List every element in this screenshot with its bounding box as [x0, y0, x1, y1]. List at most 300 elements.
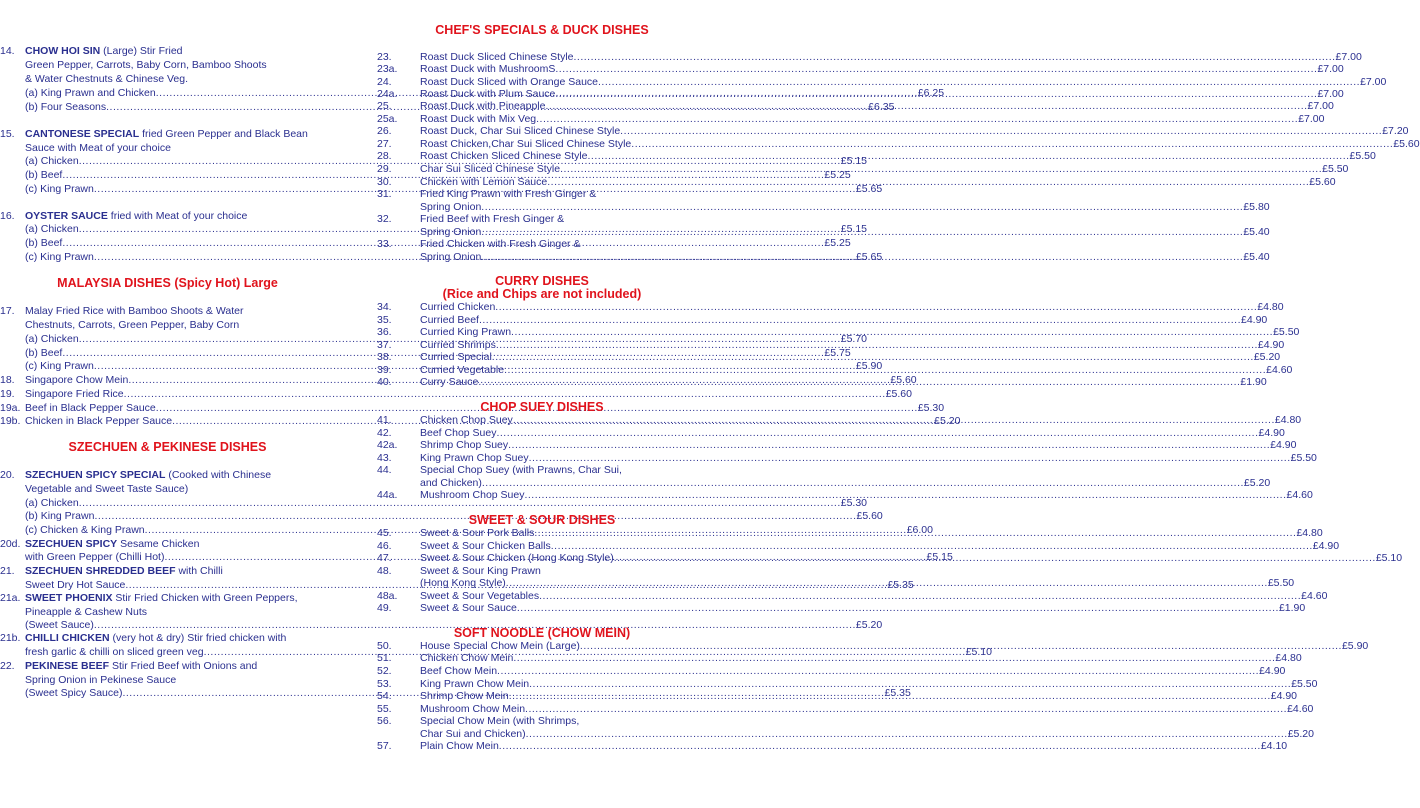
- menu-item-line: [0, 388, 912, 401]
- item-price: £5.30: [840, 497, 868, 509]
- item-description: [420, 63, 555, 76]
- item-text: (a) King Prawn and Chicken: [25, 87, 156, 99]
- item-number: 33.: [377, 238, 392, 250]
- dot-leader: [614, 552, 1376, 565]
- item-text: Spring Onion: [420, 251, 482, 263]
- item-text: Roast Duck with Plum Sauce: [420, 88, 556, 100]
- item-description: [420, 489, 524, 502]
- item-number: [0, 674, 25, 687]
- item-price: £5.65: [855, 251, 883, 263]
- item-title: CHILLI CHICKEN: [25, 632, 110, 644]
- item-number: [0, 59, 25, 72]
- item-text: Sweet & Sour King Prawn: [420, 565, 541, 577]
- item-text: Special Chop Suey (with Prawns, Char Sui,: [420, 464, 622, 476]
- item-description: [420, 326, 511, 339]
- item-description: [420, 163, 560, 176]
- dot-leader: [513, 414, 1275, 427]
- item-number: 20.: [0, 469, 15, 481]
- item-price: £5.35: [887, 579, 914, 591]
- item-number: 24.: [377, 76, 392, 88]
- item-price: £5.15: [840, 155, 868, 167]
- item-text: House Special Chow Mein (Large): [420, 640, 580, 652]
- item-price: £4.90: [1241, 314, 1268, 326]
- item-description: [25, 674, 176, 687]
- item-price: £4.80: [1275, 652, 1302, 664]
- item-number: 14.: [0, 45, 15, 57]
- item-description: [420, 414, 513, 427]
- item-price: £5.50: [1290, 452, 1317, 464]
- item-text: (b) Beef: [25, 237, 63, 249]
- item-number: 27.: [377, 138, 392, 150]
- item-price: £7.00: [1360, 76, 1387, 88]
- item-number: 23.: [377, 51, 392, 63]
- item-text: Mushroom Chow Mein: [420, 703, 526, 715]
- item-number: [0, 237, 25, 250]
- item-price: £1.90: [1278, 602, 1306, 614]
- item-number: 17.: [0, 305, 15, 317]
- item-text: (c) King Prawn: [25, 251, 94, 263]
- item-description: [25, 305, 243, 318]
- menu-item-line: [0, 128, 335, 141]
- item-text: Char Sui Sliced Chinese Style: [420, 163, 561, 175]
- item-number: 42.: [377, 427, 392, 439]
- item-price: £5.50: [1273, 326, 1300, 338]
- item-text: Mushroom Chop Suey: [420, 489, 525, 501]
- item-description: [25, 619, 94, 632]
- item-text: Chestnuts, Carrots, Green Pepper, Baby Corn: [25, 319, 240, 331]
- item-number: [0, 497, 25, 510]
- item-text: Spring Onion: [420, 226, 482, 238]
- item-description: [25, 347, 62, 360]
- item-text: and Chicken): [420, 477, 482, 489]
- item-description: [420, 577, 506, 590]
- item-description: [420, 251, 481, 264]
- item-number: 18.: [0, 374, 15, 386]
- item-description: [25, 87, 156, 100]
- item-number: [0, 73, 25, 86]
- dot-leader: [499, 740, 1261, 753]
- item-description: [420, 690, 509, 703]
- item-description: [25, 45, 183, 58]
- item-text: (a) Chicken: [25, 333, 79, 345]
- item-text: fried with Meat of your choice: [107, 210, 248, 222]
- item-text: Shrimp Chop Suey: [420, 439, 509, 451]
- item-description: [25, 551, 164, 564]
- item-price: £4.90: [1257, 339, 1285, 351]
- dot-leader: [509, 690, 1271, 703]
- item-number: 54.: [377, 690, 392, 702]
- item-number: 40.: [377, 376, 392, 388]
- item-number: 47.: [377, 552, 392, 564]
- item-title: SWEET PHOENIX: [25, 592, 113, 604]
- item-description: [25, 374, 128, 387]
- item-price: £4.80: [1257, 301, 1284, 313]
- menu-item-line: [377, 188, 707, 201]
- item-title: PEKINESE BEEF: [25, 660, 110, 672]
- item-text: Green Pepper, Carrots, Baby Corn, Bamboo Shoots: [25, 59, 267, 71]
- item-text: (c) King Prawn: [25, 183, 94, 195]
- dot-leader: [506, 577, 1268, 590]
- menu-item-line: [377, 464, 707, 477]
- item-number: 48a.: [377, 590, 398, 602]
- section-heading: CURRY DISHES: [495, 274, 589, 288]
- item-description: [25, 169, 62, 182]
- item-number: [0, 510, 25, 523]
- dot-leader: [588, 150, 1350, 163]
- item-description: [25, 510, 94, 523]
- item-number: 56.: [377, 715, 392, 727]
- item-text: Stir Fried Chicken with Green Peppers,: [112, 592, 298, 604]
- item-description: [420, 351, 492, 364]
- item-text: (Sweet Sauce): [25, 619, 94, 631]
- item-number: 28.: [377, 150, 392, 162]
- item-price: £5.60: [1309, 176, 1336, 188]
- item-price: £5.40: [1243, 226, 1270, 238]
- dot-leader: [481, 251, 1243, 264]
- item-text: Chicken with Lemon Sauce: [420, 176, 548, 188]
- item-text: Spring Onion: [420, 201, 482, 213]
- item-text: Chicken Chop Suey: [420, 414, 513, 426]
- section-heading: MALAYSIA DISHES (Spicy Hot) Large: [57, 276, 278, 290]
- item-text: Roast Duck with Pineapple: [420, 100, 546, 112]
- item-text: Beef Chow Mein: [420, 665, 498, 677]
- item-description: [420, 100, 545, 113]
- item-number: 20d.: [0, 538, 21, 550]
- item-number: [0, 606, 25, 619]
- item-description: [25, 183, 94, 196]
- menu-item-line: [377, 715, 707, 728]
- item-price: £5.60: [885, 388, 912, 400]
- item-text: Pineapple & Cashew Nuts: [25, 606, 147, 618]
- item-number: 19a.: [0, 402, 21, 414]
- item-number: 38.: [377, 351, 392, 363]
- item-text: Curried Shrimps: [420, 339, 496, 351]
- item-text: Sweet Dry Hot Sauce: [25, 579, 126, 591]
- menu-item-line: [0, 660, 335, 673]
- item-price: £5.90: [855, 360, 883, 372]
- item-text: (Large) Stir Fried: [100, 45, 183, 57]
- menu-item-line: [0, 606, 335, 619]
- item-title: SZECHUEN SHREDDED BEEF: [25, 565, 176, 577]
- menu-item-line: [0, 497, 868, 510]
- item-price: £4.90: [1270, 690, 1298, 702]
- item-description: [25, 210, 247, 223]
- item-price: £4.80: [1296, 527, 1323, 539]
- item-description: [25, 415, 172, 428]
- item-number: 24a.: [377, 88, 398, 100]
- item-price: £5.90: [1341, 640, 1369, 652]
- item-price: £7.00: [1317, 88, 1344, 100]
- menu-item-line: [377, 602, 1306, 615]
- item-price: £5.15: [926, 551, 953, 563]
- item-price: £4.60: [1266, 364, 1293, 376]
- item-description: [25, 483, 188, 496]
- item-title: SZECHUEN SPICY: [25, 538, 118, 550]
- item-number: [0, 347, 25, 360]
- item-description: [25, 632, 286, 645]
- menu-item-line: [0, 619, 883, 632]
- item-description: [25, 646, 204, 659]
- dot-leader: [492, 351, 1254, 364]
- dot-leader: [497, 665, 1259, 678]
- item-text: Sweet & Sour Vegetables: [420, 590, 540, 602]
- item-description: [420, 150, 588, 163]
- item-text: Roast Duck with MushroomS: [420, 63, 556, 75]
- item-description: [25, 73, 188, 86]
- menu-item-line: [0, 59, 335, 72]
- item-description: [420, 552, 614, 565]
- item-price: £5.75: [824, 347, 851, 359]
- item-text: Plain Chow Mein: [420, 740, 499, 752]
- menu-item-line: [377, 301, 1284, 314]
- item-price: £5.25: [824, 237, 851, 249]
- item-description: [420, 652, 513, 665]
- menu-item-line: [377, 439, 1297, 452]
- section-heading: (Rice and Chips are not included): [442, 287, 642, 301]
- item-price: £4.10: [1260, 740, 1288, 752]
- item-price: £7.00: [1307, 100, 1334, 112]
- dot-leader: [511, 326, 1273, 339]
- item-number: 57.: [377, 740, 392, 752]
- item-number: 32.: [377, 213, 392, 225]
- item-price: £5.20: [1253, 351, 1281, 363]
- item-price: £5.20: [855, 619, 883, 631]
- item-description: [25, 592, 298, 605]
- item-description: [420, 376, 478, 389]
- item-description: [420, 602, 517, 615]
- item-price: £5.80: [1243, 201, 1270, 213]
- item-number: 55.: [377, 703, 392, 715]
- item-number: 21.: [0, 565, 15, 577]
- item-price: £5.60: [856, 510, 883, 522]
- item-number: 36.: [377, 326, 392, 338]
- item-price: £4.60: [1287, 703, 1314, 715]
- item-title: OYSTER SAUCE: [25, 210, 108, 222]
- item-number: 44a.: [377, 489, 398, 501]
- dot-leader: [517, 602, 1279, 615]
- item-price: £5.20: [1243, 477, 1271, 489]
- item-number: [0, 87, 25, 100]
- item-number: 49.: [377, 602, 392, 614]
- item-number: 22.: [0, 660, 15, 672]
- item-price: £6.25: [917, 87, 945, 99]
- dot-leader: [495, 301, 1257, 314]
- item-price: £4.60: [1301, 590, 1328, 602]
- item-number: 43.: [377, 452, 392, 464]
- item-text: King Prawn Chop Suey: [420, 452, 529, 464]
- item-text: Roast Chicken,Char Sui Sliced Chinese Style: [420, 138, 632, 150]
- item-text: King Prawn Chow Mein: [420, 678, 530, 690]
- item-price: £5.65: [855, 183, 883, 195]
- item-price: £5.10: [1375, 552, 1403, 564]
- item-description: [25, 660, 257, 673]
- item-description: [420, 439, 508, 452]
- section-heading: CHEF'S SPECIALS & DUCK DISHES: [435, 23, 649, 37]
- dot-leader: [524, 489, 1286, 502]
- item-number: 25.: [377, 100, 392, 112]
- item-number: 44.: [377, 464, 392, 476]
- item-number: 26.: [377, 125, 392, 137]
- item-price: £5.50: [1349, 150, 1376, 162]
- item-text: Beef in Black Pepper Sauce: [25, 402, 156, 414]
- item-number: [0, 169, 25, 182]
- item-text: Fried Beef with Fresh Ginger &: [420, 213, 565, 225]
- item-number: 23a.: [377, 63, 398, 75]
- item-number: 16.: [0, 210, 15, 222]
- item-description: [25, 565, 223, 578]
- item-text: Fried King Prawn with Fresh Ginger &: [420, 188, 597, 200]
- item-description: [25, 142, 171, 155]
- item-description: [25, 333, 79, 346]
- item-number: [0, 101, 25, 114]
- item-text: Beef Chop Suey: [420, 427, 497, 439]
- menu-item-line: [0, 632, 335, 645]
- item-number: 39.: [377, 364, 392, 376]
- item-price: £5.10: [965, 646, 992, 658]
- item-text: (b) Beef: [25, 169, 63, 181]
- item-text: Curried King Prawn: [420, 326, 512, 338]
- item-description: [25, 538, 199, 551]
- item-text: (b) King Prawn: [25, 510, 95, 522]
- section-heading: SOFT NOODLE (CHOW MEIN): [453, 626, 631, 640]
- item-number: 52.: [377, 665, 392, 677]
- item-description: [25, 237, 62, 250]
- item-description: [25, 223, 79, 236]
- item-text: Chicken in Black Pepper Sauce: [25, 415, 173, 427]
- item-number: 50.: [377, 640, 392, 652]
- item-price: £5.40: [1243, 251, 1270, 263]
- menu-item-line: [0, 142, 335, 155]
- item-text: Roast Duck, Char Sui Sliced Chinese Style: [420, 125, 621, 137]
- item-price: £5.15: [840, 223, 868, 235]
- item-text: Fried Chicken with Fresh Ginger &: [420, 238, 581, 250]
- item-number: 30.: [377, 176, 392, 188]
- item-price: £4.80: [1274, 414, 1302, 426]
- item-number: [0, 183, 25, 196]
- item-text: & Water Chestnuts & Chinese Veg.: [25, 73, 189, 85]
- item-number: [0, 551, 25, 564]
- item-number: [377, 251, 420, 264]
- item-description: [420, 665, 497, 678]
- item-text: (very hot & dry) Stir fried chicken with: [109, 632, 287, 644]
- item-description: [25, 101, 106, 114]
- menu-item-line: [0, 73, 335, 86]
- item-text: Vegetable and Sweet Taste Sauce): [25, 483, 189, 495]
- item-text: Sweet & Sour Chicken Balls: [420, 540, 551, 552]
- item-description: [420, 527, 534, 540]
- dot-leader: [555, 63, 1317, 76]
- item-text: fried Green Pepper and Black Bean: [139, 128, 308, 140]
- item-description: [420, 740, 499, 753]
- item-text: with Green Pepper (Chilli Hot): [25, 551, 165, 563]
- item-number: 21a.: [0, 592, 21, 604]
- item-price: £5.20: [1287, 728, 1314, 740]
- item-description: [25, 388, 124, 401]
- dot-leader: [560, 163, 1322, 176]
- dot-leader: [545, 100, 1307, 113]
- item-price: £7.00: [1317, 63, 1344, 75]
- item-number: [0, 579, 25, 592]
- item-price: £4.60: [1286, 489, 1313, 501]
- item-text: (a) Chicken: [25, 223, 79, 235]
- item-text: Malay Fried Rice with Bamboo Shoots & Water: [25, 305, 244, 317]
- item-number: 45.: [377, 527, 392, 539]
- item-title: CHOW HOI SIN: [25, 45, 101, 57]
- item-description: [25, 687, 122, 700]
- item-price: £1.90: [1240, 376, 1267, 388]
- item-price: £5.50: [1291, 678, 1318, 690]
- item-text: (b) Beef: [25, 347, 63, 359]
- menu-item-line: [0, 319, 335, 332]
- item-text: Sauce with Meat of your choice: [25, 142, 171, 154]
- item-text: Sweet & Sour Pork Balls: [420, 527, 535, 539]
- item-description: [25, 579, 125, 592]
- item-text: Curried Chicken: [420, 301, 496, 313]
- menu-item-line: [0, 210, 335, 223]
- dot-leader: [508, 439, 1270, 452]
- item-text: Singapore Chow Mein: [25, 374, 129, 386]
- menu-item-line: [0, 592, 335, 605]
- menu-item-line: [0, 305, 335, 318]
- item-text: Roast Duck Sliced Chinese Style: [420, 51, 574, 63]
- dot-leader: [513, 652, 1275, 665]
- item-price: £6.00: [906, 524, 933, 536]
- menu-item-line: [377, 125, 1409, 138]
- item-description: [420, 188, 596, 201]
- item-number: [0, 483, 25, 496]
- item-price: £7.00: [1298, 113, 1325, 125]
- item-number: [377, 577, 420, 590]
- item-text: (Sweet Spicy Sauce): [25, 687, 123, 699]
- item-price: £5.30: [917, 402, 945, 414]
- item-number: 29.: [377, 163, 392, 175]
- item-text: Sweet & Sour Chicken (Hong Kong Style): [420, 552, 614, 564]
- menu-item-line: [0, 469, 335, 482]
- item-number: 35.: [377, 314, 392, 326]
- item-text: Singapore Fried Rice: [25, 388, 124, 400]
- item-number: 31.: [377, 188, 392, 200]
- menu-item-line: [0, 674, 335, 687]
- item-number: [0, 333, 25, 346]
- item-text: (c) King Prawn: [25, 360, 94, 372]
- item-number: 25a.: [377, 113, 398, 125]
- section-heading: SWEET & SOUR DISHES: [468, 513, 616, 527]
- item-description: [25, 469, 271, 482]
- item-price: £5.60: [1393, 138, 1420, 150]
- menu-item-line: [377, 489, 1313, 502]
- item-number: 34.: [377, 301, 392, 313]
- item-number: [0, 155, 25, 168]
- item-text: (a) Chicken: [25, 497, 79, 509]
- item-number: [0, 524, 25, 537]
- item-number: 48.: [377, 565, 392, 577]
- item-price: £5.20: [934, 415, 961, 427]
- item-description: [25, 524, 145, 537]
- dot-leader: [534, 527, 1296, 540]
- item-text: Roast Chicken Sliced Chinese Style: [420, 150, 588, 162]
- item-text: (Hong Kong Style): [420, 577, 506, 589]
- item-number: [0, 646, 25, 659]
- section-heading: SZECHUEN & PEKINESE DISHES: [68, 440, 267, 454]
- item-text: (b) Four Seasons: [25, 101, 107, 113]
- item-text: Roast Duck Sliced with Orange Sauce: [420, 76, 599, 88]
- item-description: [25, 59, 267, 72]
- item-title: CANTONESE SPECIAL: [25, 128, 140, 140]
- item-number: 21b.: [0, 632, 21, 644]
- item-description: [420, 125, 620, 138]
- item-number: 37.: [377, 339, 392, 351]
- item-text: Special Chow Mein (with Shrimps,: [420, 715, 580, 727]
